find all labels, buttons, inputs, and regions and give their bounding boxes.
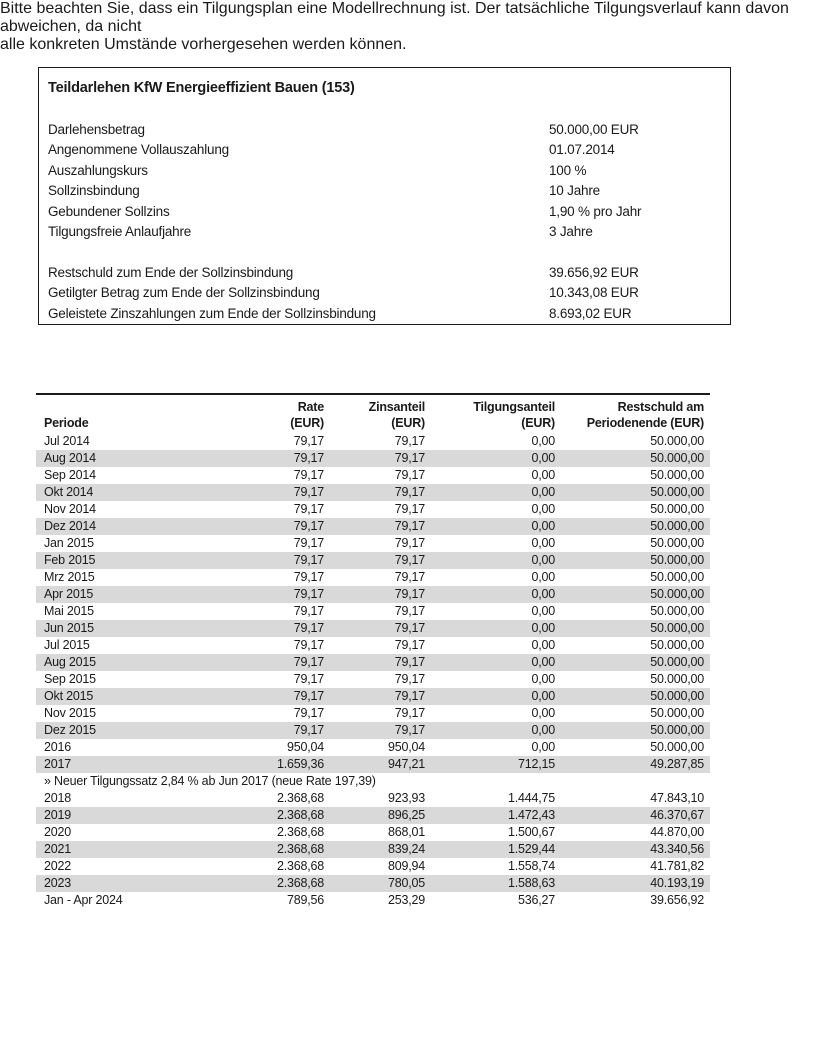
cell-restschuld: 50.000,00 [650,570,704,584]
cell-tilgungsanteil: 0,00 [531,621,555,635]
cell-restschuld: 49.287,85 [650,757,704,771]
table-header-row [36,393,710,433]
cell-restschuld: 50.000,00 [650,434,704,448]
table-row [36,484,710,501]
cell-periode: Aug 2015 [44,655,96,669]
disclaimer-line: Bitte beachten Sie, dass ein Tilgungsplan eine Modellrechnung ist. Der tatsächliche Tilgungsverlauf kann davon abweichen, da nicht [0,0,789,35]
cell-tilgungsanteil: 1.558,74 [507,859,555,873]
cell-periode: Okt 2015 [44,689,94,703]
cell-periode: Okt 2014 [44,485,94,499]
cell-tilgungsanteil: 0,00 [531,536,555,550]
table-row [36,450,710,467]
column-header-label: Rate [297,400,324,414]
info-row [48,140,721,160]
info-value: 10.343,08 EUR [549,285,639,301]
cell-rate: 79,17 [293,451,324,465]
cell-restschuld: 50.000,00 [650,655,704,669]
cell-rate: 79,17 [293,570,324,584]
amortization-table [36,393,710,909]
cell-zinsanteil: 79,17 [394,689,425,703]
column-header-label: Periode [44,416,89,430]
table-row [36,637,710,654]
cell-tilgungsanteil: 1.444,75 [507,791,555,805]
cell-tilgungsanteil: 0,00 [531,723,555,737]
table-note-row: » Neuer Tilgungssatz 2,84 % ab Jun 2017 (neue Rate 197,39) [44,774,376,788]
info-row [48,161,721,181]
cell-zinsanteil: 79,17 [394,655,425,669]
cell-periode: Jul 2015 [44,638,90,652]
table-row [36,671,710,688]
cell-periode: Mai 2015 [44,604,94,618]
table-row [36,654,710,671]
cell-restschuld: 50.000,00 [650,672,704,686]
cell-restschuld: 50.000,00 [650,740,704,754]
column-header-label: Zinsanteil [368,400,425,414]
cell-restschuld: 44.870,00 [650,825,704,839]
cell-rate: 950,04 [286,740,324,754]
column-header-unit: (EUR) [290,416,324,430]
table-row [36,467,710,484]
cell-tilgungsanteil: 0,00 [531,655,555,669]
cell-zinsanteil: 253,29 [387,893,425,907]
cell-rate: 79,17 [293,672,324,686]
cell-zinsanteil: 79,17 [394,434,425,448]
cell-restschuld: 50.000,00 [650,451,704,465]
cell-zinsanteil: 79,17 [394,536,425,550]
cell-tilgungsanteil: 0,00 [531,434,555,448]
cell-zinsanteil: 79,17 [394,604,425,618]
cell-restschuld: 40.193,19 [650,876,704,890]
cell-zinsanteil: 947,21 [387,757,425,771]
cell-zinsanteil: 79,17 [394,638,425,652]
cell-tilgungsanteil: 0,00 [531,672,555,686]
cell-zinsanteil: 79,17 [394,485,425,499]
cell-rate: 79,17 [293,723,324,737]
cell-rate: 79,17 [293,468,324,482]
table-row [36,722,710,739]
table-row [36,535,710,552]
cell-periode: Feb 2015 [44,553,96,567]
info-label: Gebundener Sollzins [48,203,170,219]
cell-tilgungsanteil: 0,00 [531,485,555,499]
info-label: Darlehensbetrag [48,122,145,137]
cell-restschuld: 50.000,00 [650,604,704,618]
cell-rate: 79,17 [293,502,324,516]
cell-zinsanteil: 896,25 [387,808,425,822]
cell-restschuld: 50.000,00 [650,587,704,601]
cell-restschuld: 50.000,00 [650,706,704,720]
cell-restschuld: 50.000,00 [650,536,704,550]
table-row [36,688,710,705]
column-header-periode [44,399,214,431]
table-row [36,705,710,722]
cell-periode: Nov 2014 [44,502,96,516]
info-value: 8.693,02 EUR [549,305,632,321]
cell-rate: 1.659,36 [276,757,324,771]
cell-restschuld: 50.000,00 [650,689,704,703]
cell-rate: 2.368,68 [276,808,324,822]
info-value: 3 Jahre [549,223,593,239]
cell-restschuld: 41.781,82 [650,859,704,873]
info-label: Restschuld zum Ende der Sollzinsbindung [48,265,294,280]
cell-rate: 79,17 [293,536,324,550]
cell-zinsanteil: 923,93 [387,791,425,805]
cell-rate: 79,17 [293,553,324,567]
table-row [36,807,710,824]
cell-periode: 2020 [44,825,72,839]
cell-zinsanteil: 79,17 [394,723,425,737]
cell-zinsanteil: 839,24 [387,842,425,856]
cell-zinsanteil: 868,01 [387,825,425,839]
cell-rate: 2.368,68 [276,825,324,839]
cell-tilgungsanteil: 0,00 [531,468,555,482]
cell-periode: 2017 [44,757,72,771]
cell-restschuld: 50.000,00 [650,519,704,533]
table-row [36,518,710,535]
cell-zinsanteil: 79,17 [394,451,425,465]
table-body [36,433,710,909]
cell-periode: 2018 [44,791,72,805]
cell-tilgungsanteil: 0,00 [531,689,555,703]
cell-rate: 2.368,68 [276,876,324,890]
cell-periode: Jul 2014 [44,434,90,448]
cell-tilgungsanteil: 536,27 [517,893,555,907]
loan-result-rows [48,263,721,324]
info-label: Tilgungsfreie Anlaufjahre [48,223,192,239]
cell-zinsanteil: 79,17 [394,553,425,567]
table-row [36,603,710,620]
cell-tilgungsanteil: 1.529,44 [507,842,555,856]
info-row [48,283,721,303]
cell-periode: 2023 [44,876,72,890]
cell-restschuld: 46.370,67 [650,808,704,822]
loan-detail-rows [48,120,721,242]
table-row [36,875,710,892]
cell-restschuld: 50.000,00 [650,723,704,737]
column-header-unit: (EUR) [391,416,425,430]
table-row [36,501,710,518]
cell-periode: Apr 2015 [44,587,94,601]
cell-restschuld: 50.000,00 [650,468,704,482]
cell-zinsanteil: 79,17 [394,570,425,584]
cell-zinsanteil: 809,94 [387,859,425,873]
cell-tilgungsanteil: 0,00 [531,604,555,618]
cell-tilgungsanteil: 1.588,63 [507,876,555,890]
loan-title: Teildarlehen KfW Energieeffizient Bauen (153) [48,80,355,96]
table-row [36,841,710,858]
table-row [36,586,710,603]
column-header-unit: Periodenende (EUR) [586,416,704,430]
cell-rate: 2.368,68 [276,859,324,873]
cell-rate: 79,17 [293,485,324,499]
cell-zinsanteil: 79,17 [394,706,425,720]
cell-periode: Mrz 2015 [44,570,95,584]
cell-periode: Dez 2014 [44,519,96,533]
column-header-zinsanteil [324,399,425,431]
table-row [36,858,710,875]
info-value: 1,90 % pro Jahr [549,203,642,219]
cell-tilgungsanteil: 1.500,67 [507,825,555,839]
column-header-unit: (EUR) [521,416,555,430]
cell-periode: Nov 2015 [44,706,96,720]
table-row [36,790,710,807]
cell-zinsanteil: 780,05 [387,876,425,890]
cell-tilgungsanteil: 0,00 [531,502,555,516]
cell-tilgungsanteil: 0,00 [531,553,555,567]
cell-restschuld: 50.000,00 [650,621,704,635]
info-value: 50.000,00 EUR [549,122,639,137]
info-row [48,304,721,324]
cell-rate: 2.368,68 [276,842,324,856]
cell-restschuld: 39.656,92 [650,893,704,907]
cell-rate: 789,56 [286,893,324,907]
cell-rate: 79,17 [293,621,324,635]
table-row [36,552,710,569]
column-header-label: Restschuld am [617,400,704,414]
cell-periode: Sep 2015 [44,672,96,686]
table-row [36,739,710,756]
column-header-rate [214,399,324,431]
cell-zinsanteil: 79,17 [394,519,425,533]
cell-periode: Jan 2015 [44,536,94,550]
info-label: Getilgter Betrag zum Ende der Sollzinsbindung [48,285,320,301]
column-header-label: Tilgungsanteil [473,400,555,414]
info-label: Angenommene Vollauszahlung [48,142,229,158]
loan-summary-box [38,67,731,325]
table-row [36,620,710,637]
info-row [48,120,721,140]
cell-periode: Jun 2015 [44,621,94,635]
cell-tilgungsanteil: 0,00 [531,570,555,584]
cell-zinsanteil: 79,17 [394,587,425,601]
cell-rate: 79,17 [293,604,324,618]
info-label: Geleistete Zinszahlungen zum Ende der Sollzinsbindung [48,305,376,321]
cell-zinsanteil: 79,17 [394,672,425,686]
cell-rate: 79,17 [293,655,324,669]
cell-tilgungsanteil: 0,00 [531,519,555,533]
info-value: 01.07.2014 [549,142,615,158]
info-row [48,263,721,283]
column-header-tilgungsanteil [425,399,555,431]
table-row [36,756,710,773]
cell-periode: 2019 [44,808,72,822]
info-row [48,222,721,242]
cell-rate: 79,17 [293,706,324,720]
cell-tilgungsanteil: 0,00 [531,451,555,465]
info-value: 10 Jahre [549,183,600,199]
cell-periode: 2016 [44,740,72,754]
cell-periode: 2022 [44,859,72,873]
info-value: 100 % [549,162,587,178]
cell-restschuld: 50.000,00 [650,638,704,652]
table-row [36,569,710,586]
cell-rate: 79,17 [293,587,324,601]
cell-periode: Aug 2014 [44,451,96,465]
cell-zinsanteil: 79,17 [394,621,425,635]
disclaimer-line: alle konkreten Umstände vorhergesehen werden können. [0,36,407,53]
cell-tilgungsanteil: 0,00 [531,587,555,601]
cell-tilgungsanteil: 1.472,43 [507,808,555,822]
cell-restschuld: 50.000,00 [650,553,704,567]
cell-periode: Sep 2014 [44,468,96,482]
cell-zinsanteil: 950,04 [387,740,425,754]
cell-restschuld: 43.340,56 [650,842,704,856]
info-label: Auszahlungskurs [48,162,148,178]
info-value: 39.656,92 EUR [549,265,639,280]
cell-zinsanteil: 79,17 [394,502,425,516]
info-row [48,181,721,201]
cell-periode: 2021 [44,842,72,856]
cell-rate: 79,17 [293,434,324,448]
table-row [36,824,710,841]
cell-periode: Dez 2015 [44,723,96,737]
cell-restschuld: 50.000,00 [650,485,704,499]
table-row [36,892,710,909]
info-label: Sollzinsbindung [48,183,140,199]
cell-tilgungsanteil: 0,00 [531,706,555,720]
cell-rate: 79,17 [293,638,324,652]
cell-rate: 79,17 [293,519,324,533]
cell-rate: 2.368,68 [276,791,324,805]
cell-rate: 79,17 [293,689,324,703]
cell-tilgungsanteil: 0,00 [531,638,555,652]
info-row [48,202,721,222]
cell-restschuld: 50.000,00 [650,502,704,516]
cell-tilgungsanteil: 0,00 [531,740,555,754]
cell-zinsanteil: 79,17 [394,468,425,482]
table-row [36,433,710,450]
cell-periode: Jan - Apr 2024 [44,893,123,907]
cell-tilgungsanteil: 712,15 [517,757,555,771]
column-header-restschuld [555,399,704,431]
cell-restschuld: 47.843,10 [650,791,704,805]
